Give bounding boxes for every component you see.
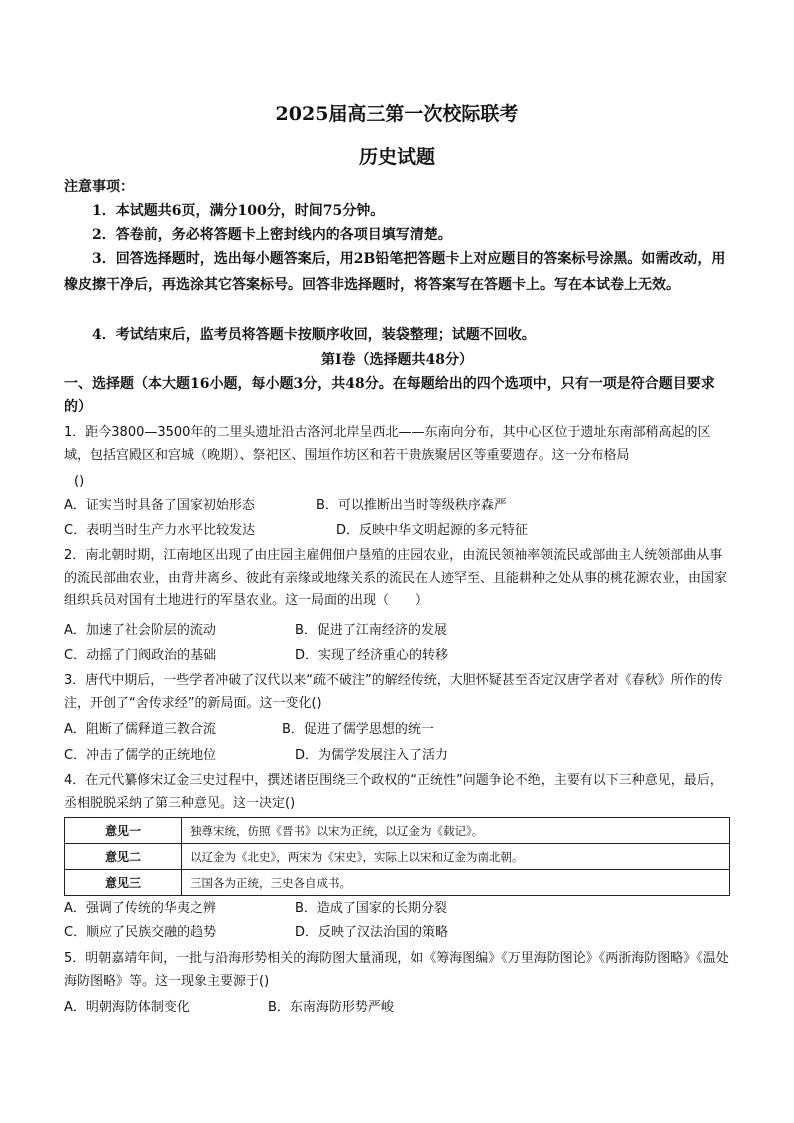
question-4-option-c[interactable]: C．顺应了民族交融的趋势 [64, 925, 217, 940]
question-3-option-c[interactable]: C．冲击了儒学的正统地位 [64, 748, 217, 763]
opinion-value: 以辽金为《北史》，两宋为《宋史》，实际上以宋和辽金为南北朝。 [182, 844, 730, 870]
question-1-options-row-2 [64, 520, 732, 542]
notice-item-2: 2．答卷前，务必将答题卡上密封线内的各项目填写清楚。 [92, 227, 452, 243]
opinion-value: 三国各为正统，三史各自成书。 [182, 870, 730, 896]
table-row [65, 818, 730, 844]
question-2-options-row-1 [64, 620, 732, 642]
question-1-stem-tail: () [74, 474, 85, 489]
question-1-option-c[interactable]: C．表明当时生产力水平比较发达 [64, 523, 256, 538]
question-4-options-row-2 [64, 922, 732, 944]
question-1-option-a[interactable]: A．证实当时具备了国家初始形态 [64, 498, 255, 513]
opinion-key: 意见一 [65, 818, 182, 844]
notice-item-1: 1．本试题共6页，满分100分，时间75分钟。 [92, 203, 385, 219]
question-1-option-d[interactable]: D．反映中华文明起源的多元特征 [336, 523, 529, 538]
notice-heading: 注意事项： [64, 179, 134, 195]
question-2-option-b[interactable]: B．促进了江南经济的发展 [295, 623, 447, 638]
notice-item-4: 4．考试结束后，监考员将答题卡按顺序收回，装袋整理；试题不回收。 [92, 327, 536, 343]
exam-title: 2025届高三第一次校际联考 [275, 103, 519, 125]
table-row [65, 844, 730, 870]
question-5-stem: 5．明朝嘉靖年间，一批与沿海形势相关的海防图大量涌现，如《筹海图编》《万里海防图论》《两浙海防图略》《温处海防图略》等。这一现象主要源于() [64, 951, 729, 989]
question-4-option-b[interactable]: B．造成了国家的长期分裂 [295, 901, 447, 916]
table-row [65, 870, 730, 896]
question-4-stem: 4．在元代纂修宋辽金三史过程中，撰述诸臣围绕三个政权的“正统性”问题争论不绝，主要有以下三种意见，最后，丞相脱脱采纳了第三种意见。这一决定() [64, 773, 723, 811]
question-1-option-b[interactable]: B．可以推断出当时等级秩序森严 [316, 498, 507, 513]
question-2-options-row-2 [64, 645, 732, 667]
question-5-options-row-1 [64, 997, 732, 1019]
question-5-option-a[interactable]: A．明朝海防体制变化 [64, 1000, 190, 1015]
notice-item-3: 3．回答选择题时，选出每小题答案后，用2B铅笔把答题卡上对应题目的答案标号涂黑。如需改动，用橡皮擦干净后，再选涂其它答案标号。回答非选择题时，将答案写在答题卡上。写在本试卷上无效。 [64, 251, 726, 293]
opinion-key: 意见二 [65, 844, 182, 870]
exam-subtitle: 历史试题 [358, 146, 435, 168]
opinion-key: 意见三 [65, 870, 182, 896]
part-instruction: 一、选择题（本大题16小题，每小题3分，共48分。在每题给出的四个选项中，只有一项是符合题目要求的） [64, 376, 715, 415]
question-4-option-d[interactable]: D．反映了汉法治国的策略 [295, 925, 449, 940]
question-4-opinion-table [64, 817, 730, 896]
question-3-options-row-2 [64, 745, 732, 767]
question-3-stem: 3．唐代中期后，一些学者冲破了汉代以来“疏不破注”的解经传统，大胆怀疑甚至否定汉唐学者对《春秋》所作的传注，开创了“舍传求经”的新局面。这一变化() [64, 673, 723, 711]
question-1-stem: 1．距今3800—3500年的二里头遗址沿古洛河北岸呈西北——东南向分布，其中心区位于遗址东南部稍高起的区域，包括宫殿区和宫城（晚期）、祭祀区、围垣作坊区和若干贵族聚居区等重要遗存。这一分布格局 [64, 425, 711, 463]
question-2-option-c[interactable]: C．动摇了门阀政治的基础 [64, 648, 217, 663]
question-1-options-row-1 [64, 495, 732, 517]
question-2-stem: 2．南北朝时期，江南地区出现了由庄园主雇佣佃户垦殖的庄园农业，由流民领袖率领流民或部曲主人统领部曲从事的流民部曲农业，由背井离乡、彼此有亲缘或地缘关系的流民在人迹罕至、且能耕种之处从事的桃花源农业，由国家组织兵员对国有土地进行的军垦农业。这一局面的出现（ ） [64, 548, 728, 608]
question-4-option-a[interactable]: A．强调了传统的华夷之辨 [64, 901, 216, 916]
question-3-option-d[interactable]: D．为儒学发展注入了活力 [295, 748, 449, 763]
opinion-value: 独尊宋统，仿照《晋书》以宋为正统，以辽金为《载记》。 [182, 818, 730, 844]
question-4-options-row-1 [64, 898, 732, 920]
section-title: 第Ⅰ卷（选择题共48分） [320, 352, 474, 368]
question-3-option-a[interactable]: A．阻断了儒释道三教合流 [64, 722, 216, 737]
question-3-option-b[interactable]: B．促进了儒学思想的统一 [282, 722, 434, 737]
question-2-option-d[interactable]: D．实现了经济重心的转移 [295, 648, 449, 663]
question-3-options-row-1 [64, 719, 732, 741]
question-5-option-b[interactable]: B．东南海防形势严峻 [268, 1000, 394, 1015]
question-2-option-a[interactable]: A．加速了社会阶层的流动 [64, 623, 216, 638]
